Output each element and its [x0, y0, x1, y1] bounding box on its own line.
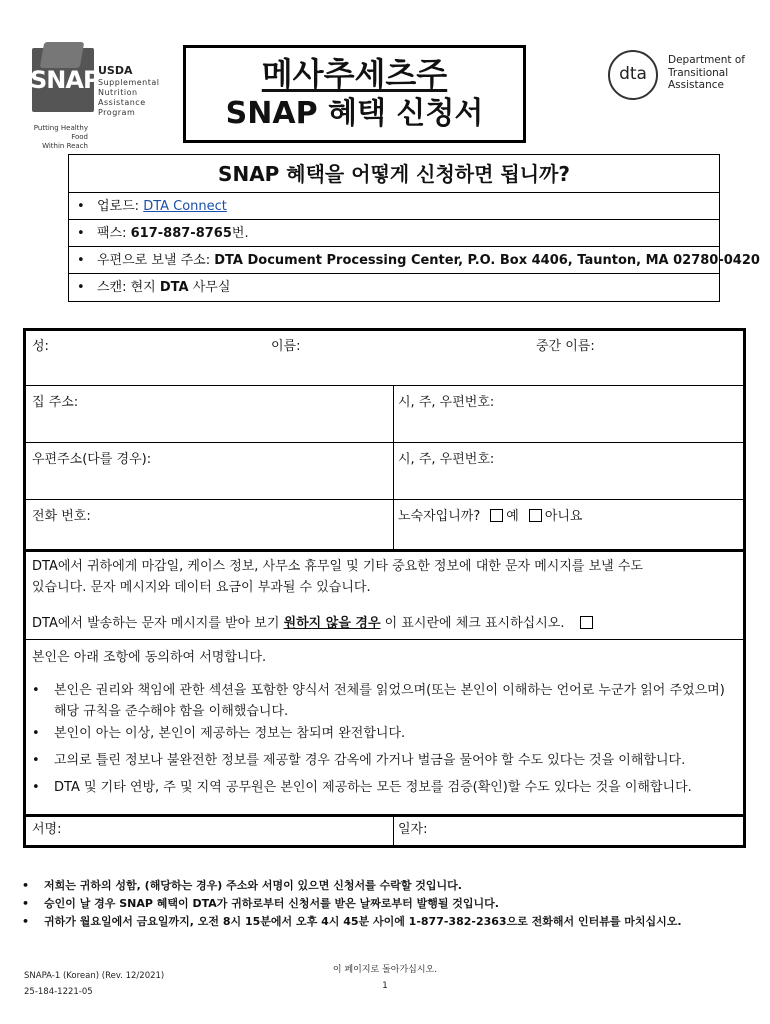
agreement-item: • 본인이 아는 이상, 본인이 제공하는 정보는 참되며 완전합니다. — [32, 726, 406, 741]
return-note: 이 페이지로 돌아가십시오. — [332, 965, 438, 975]
middle-name-label: 중간 이름: — [536, 339, 595, 354]
home-city-state-zip-field[interactable]: 시, 주, 우편번호: — [398, 395, 495, 410]
dta-connect-link[interactable]: DTA Connect — [143, 199, 227, 214]
mailing-city-state-zip-field[interactable]: 시, 주, 우편번호: — [398, 452, 495, 467]
page-footer — [290, 962, 480, 994]
page-number: 1 — [382, 981, 388, 991]
apply-method-scan: • 스캔: 현지 DTA 사무실 — [77, 280, 231, 295]
note-item: • 승인이 날 경우 SNAP 혜택이 DTA가 귀하로부터 신청서를 받은 날짜로부터 발행될 것입니다. — [22, 897, 499, 910]
dta-logo — [608, 50, 758, 100]
form-title-box — [183, 45, 526, 143]
homeless-yes-checkbox[interactable] — [490, 509, 503, 522]
signature-field[interactable]: 서명: — [32, 822, 62, 837]
application-form — [23, 328, 746, 848]
text-message-notice: DTA에서 귀하에게 마감일, 케이스 정보, 사무소 휴무일 및 기타 중요한 정보에 대한 문자 메시지를 보낼 수도 있습니다. 문자 메시지와 데이터 요금이 부과될 수 있습니다. — [32, 559, 643, 595]
snap-logo-word: SNAP — [30, 66, 100, 94]
last-name-label: 성: — [32, 339, 49, 354]
snap-full-name: Supplemental Nutrition Assistance Program — [98, 78, 160, 117]
homeless-question: 노숙자입니까? 예 아니요 — [398, 509, 583, 524]
apply-method-fax: • 팩스: 617-887-8765번. — [69, 220, 719, 247]
form-title-state: 메사추세츠주 — [261, 55, 448, 93]
apply-method-upload: • 업로드: DTA Connect — [69, 193, 719, 220]
application-notes — [22, 877, 752, 931]
snap-logo — [26, 44, 166, 150]
how-to-apply-title: SNAP 혜택을 어떻게 신청하면 됩니까? — [69, 155, 719, 193]
dta-circle-icon: dta — [608, 50, 658, 100]
note-item: • 저희는 귀하의 성함, (해당하는 경우) 주소와 서명이 있으면 신청서를 수락할 것입니다. — [22, 879, 462, 892]
form-id: SNAPA-1 (Korean) (Rev. 12/2021) 25-184-1221-05 — [24, 971, 165, 997]
agreement-item: • 본인은 권리와 책임에 관한 섹션을 포함한 양식서 전체를 읽었으며(또는 본인이 이해하는 언어로 누군가 읽어 주었으며) 해당 규칙을 준수해야 함을 이해했습니다. — [32, 683, 725, 719]
mailing-address-field[interactable]: 우편주소(다를 경우): — [32, 452, 152, 467]
form-title: SNAP 혜택 신청서 — [225, 96, 484, 131]
usda-label: USDA — [98, 64, 133, 77]
how-to-apply-box — [68, 154, 760, 302]
note-item: • 귀하가 월요일에서 금요일까지, 오전 8시 15분에서 오후 4시 45분 사이에 1-877-382-2363으로 전화해서 인터뷰를 마치십시오. — [22, 915, 682, 928]
agreement-item: • DTA 및 기타 연방, 주 및 지역 공무원은 본인이 제공하는 모든 정보를 검증(확인)할 수도 있다는 것을 이해합니다. — [32, 780, 692, 795]
apply-method-mail: • 우편으로 보낼 주소: DTA Document Processing Center, P.O. Box 4406, Taunton, MA 02780-0420 — [69, 247, 719, 274]
first-name-label: 이름: — [271, 339, 301, 354]
agreement-intro: 본인은 아래 조항에 동의하여 서명합니다. — [32, 650, 267, 665]
phone-number-field[interactable]: 전화 번호: — [32, 509, 91, 524]
dta-department-name: Department of Transitional Assistance — [668, 54, 745, 91]
home-address-field[interactable]: 집 주소: — [32, 395, 79, 410]
text-message-opt-out: DTA에서 발송하는 문자 메시지를 받아 보기 원하지 않을 경우 이 표시란에 체크 표시하십시오. — [32, 613, 733, 634]
text-opt-out-checkbox[interactable] — [580, 616, 593, 629]
date-field[interactable]: 일자: — [398, 822, 428, 837]
agreement-item: • 고의로 틀린 정보나 불완전한 정보를 제공할 경우 감옥에 가거나 벌금을 물어야 할 수도 있다는 것을 이해합니다. — [32, 753, 686, 768]
snap-tagline: Putting Healthy Food Within Reach — [33, 124, 88, 150]
homeless-no-checkbox[interactable] — [529, 509, 542, 522]
